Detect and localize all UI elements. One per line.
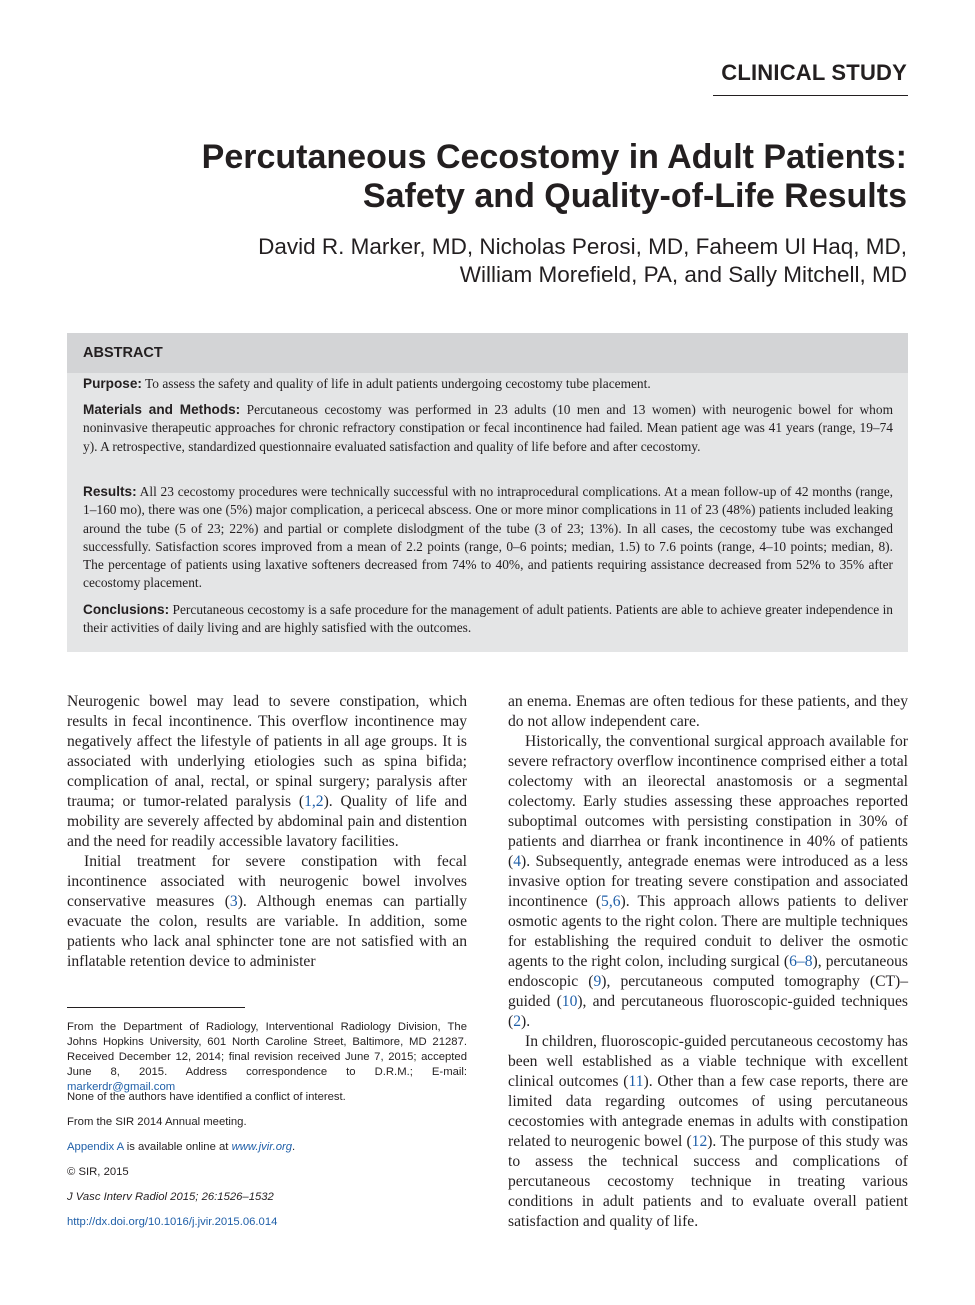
footnote-divider [67, 1007, 245, 1008]
text-run: Neurogenic bowel may lead to severe constipation, which results in fecal incontinence. This overflow incontinence may negatively affect the lifestyle of patients in all age groups. It is associated with underlying etiologies such as spina bifida; complication of anal, rectal, or spinal surgery; paralysis after trauma; or tumor-related paralysis ( [67, 693, 467, 810]
text-run: ). Subsequently, antegrade enemas were introduced as a less invasive option for treating severe constipation and associated incontinence ( [508, 853, 908, 910]
body-column-left [67, 692, 467, 972]
body-paragraph [508, 732, 908, 1032]
body-paragraph [67, 692, 467, 852]
reference-link[interactable]: 3 [229, 893, 238, 910]
correspondence-name: D.R.M.; E-mail: [374, 1066, 468, 1078]
body-paragraph [508, 1032, 908, 1232]
reference-link[interactable]: 1,2 [304, 793, 324, 810]
abstract-results [83, 483, 893, 593]
purpose-text: To assess the safety and quality of life in adult patients undergoing cecostomy tube placement. [145, 376, 651, 391]
doi-link[interactable]: http://dx.doi.org/10.1016/j.jvir.2015.06.014 [67, 1216, 278, 1228]
body-column-right [508, 692, 908, 1232]
methods-label: Materials and Methods: [83, 402, 241, 417]
text-run: ). Although enemas can partially evacuate the colon, results are variable. In addition, some patients who lack anal sphincter tone are not satisfied with an inflatable retention device to administer [67, 893, 468, 970]
text-run: Initial treatment for severe constipation with fecal incontinence associated with neurogenic bowel involves conservative measures ( [67, 853, 467, 910]
text-run: ). The purpose of this study was to assess the technical success and complications of percutaneous cecostomy technique in treating various conditions in adult patients and to evaluate overall patient satisfaction and quality of life. [508, 1133, 908, 1230]
text-run: ), and percutaneous fluoroscopic-guided techniques ( [508, 993, 908, 1030]
body-paragraph [67, 852, 467, 972]
reference-link[interactable]: 5,6 [601, 893, 621, 910]
title-line-1: Percutaneous Cecostomy in Adult Patients: [201, 138, 907, 176]
authors-line-1: David R. Marker, MD, Nicholas Perosi, MD, Faheem Ul Haq, MD, [258, 234, 907, 259]
reference-link[interactable]: 2 [513, 1013, 521, 1030]
text-run: ). Other than a few case reports, there are limited data regarding outcomes of using percutaneous cecostomies with antegrade enemas in adults with constipation related to neurogenic bowel ( [508, 1073, 908, 1150]
text-run: In children, fluoroscopic-guided percutaneous cecostomy has been well established as a viable technique with excellent clinical outcomes ( [508, 1033, 908, 1090]
journal-url-link[interactable]: www.jvir.org [231, 1141, 293, 1153]
citation-text: J Vasc Interv Radiol 2015; 26:1526–1532 [67, 1191, 274, 1203]
footnote-affiliation [67, 1020, 467, 1095]
reference-link[interactable]: 11 [628, 1073, 644, 1090]
text-run: Historically, the conventional surgical approach available for severe refractory overflow incontinence comprised either a total colectomy with an ileorectal anastomosis or a segmental colectomy. Early studies assessing these approaches reported suboptimal outcomes with persisting constipation in 30% of patients and diarrhea or frank incontinence in 40% of patients ( [508, 733, 908, 870]
reference-link[interactable]: 4 [513, 853, 521, 870]
abstract-methods [83, 401, 893, 456]
section-divider [713, 95, 908, 96]
body-paragraph: an enema. Enemas are often tedious for these patients, and they do not allow independent care. [508, 693, 908, 730]
affiliation-text: From the Department of Radiology, Interventional Radiology Division, The Johns Hopkins University, 601 North Caroline Street, Baltimore, MD 21287. Received December 12, 2014; final revision received June 7, 2015; accepted June 8, 2015. [67, 1021, 467, 1078]
reference-link[interactable]: 10 [561, 993, 578, 1010]
purpose-label: Purpose: [83, 376, 142, 391]
text-run: ), percutaneous computed tomography (CT)–guided ( [508, 973, 908, 1010]
title-line-2: Safety and Quality-of-Life Results [362, 177, 907, 215]
footnote-conflict: None of the authors have identified a conflict of interest. [67, 1091, 346, 1103]
conclusions-label: Conclusions: [83, 602, 170, 617]
footnote-doi [67, 1215, 467, 1230]
appendix-end: . [292, 1141, 296, 1153]
correspondence-label: Address correspondence to [185, 1066, 356, 1078]
section-label: CLINICAL STUDY [721, 60, 907, 85]
abstract-conclusions [83, 601, 893, 638]
footnote-appendix [67, 1140, 467, 1155]
text-run: ). This approach allows patients to deliver osmotic agents to the right colon. There are multiple techniques for establishing the required conduit to deliver the osmotic agents to the right colon, including surgical ( [508, 893, 908, 970]
email-link[interactable]: markerdr@gmail.com [67, 1081, 176, 1093]
authors-line-2: William Morefield, PA, and Sally Mitchell, MD [459, 262, 907, 287]
abstract-box [67, 333, 908, 652]
footnote-citation [67, 1190, 467, 1205]
text-run: ). [521, 1013, 531, 1030]
reference-link[interactable]: 12 [691, 1133, 708, 1150]
abstract-purpose [83, 375, 893, 393]
appendix-text: is available online at [126, 1141, 229, 1153]
conclusions-text: Percutaneous cecostomy is a safe procedure for the management of adult patients. Patients are able to achieve greater independence in their activities of daily living and are highly satisfied with the outcomes. [83, 602, 893, 636]
footnote-copyright: © SIR, 2015 [67, 1166, 129, 1178]
text-run: ), percutaneous endoscopic ( [508, 953, 908, 990]
footnote-meeting: From the SIR 2014 Annual meeting. [67, 1116, 247, 1128]
abstract-heading: ABSTRACT [83, 345, 163, 361]
methods-text: Percutaneous cecostomy was performed in 23 adults (10 men and 13 women) with neurogenic bowel for whom noninvasive therapeutic approaches for chronic refractory constipation or fecal incontinence had failed. Mean patient age was 41 years (range, 19–74 y). A retrospective, standardized questionnaire evaluated satisfaction and quality of life before and after cecostomy. [83, 402, 893, 454]
article-title [147, 138, 907, 216]
reference-link[interactable]: 6–8 [789, 953, 813, 970]
author-list [107, 233, 907, 289]
text-run: ). Quality of life and mobility are severely affected by abdominal pain and distention and the need for readily accessible lavatory facilities. [67, 793, 467, 850]
abstract-header [67, 333, 908, 373]
reference-link[interactable]: 9 [593, 973, 602, 990]
results-text: All 23 cecostomy procedures were technically successful with no intraprocedural complications. At a mean follow-up of 42 months (range, 1–160 mo), there was one (5%) major complication, a pericecal abscess. One or more minor complications in 11 of 23 (48%) patients included leaking around the tube (5 of 23; 22%) and partial or complete dislodgment of the tube (3 of 23; 13%). In all cases, the cecostomy tube was exchanged successfully. Satisfaction scores improved from a mean of 2.2 points (range, 0–6 points; median, 1.5) to 7.6 points (range, 4–10 points; median, 8). The percentage of patients using laxative softeners decreased from 74% to 40%, and patients requiring assistance decreased from 52% to 35% after cecostomy placement. [83, 484, 894, 591]
appendix-link[interactable]: Appendix A [67, 1141, 124, 1153]
results-label: Results: [83, 484, 137, 499]
